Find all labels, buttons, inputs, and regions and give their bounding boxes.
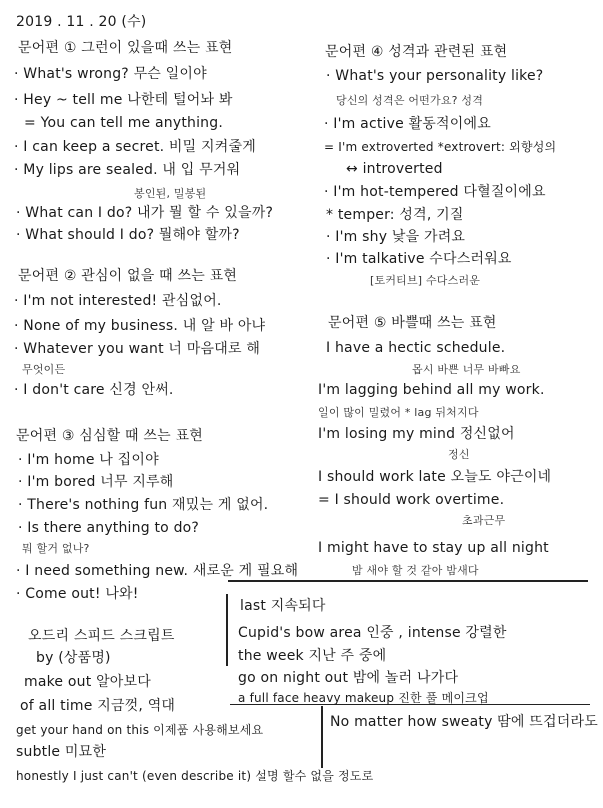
note-line: 몹시 바쁜 너무 바빠요 [412,363,521,376]
note-line: 밤 새야 할 것 같아 밤새다 [352,564,479,577]
note-line: · What can I do? 내가 뭘 할 수 있을까? [16,205,274,221]
note-line: · What's wrong? 무슨 일이야 [14,66,207,82]
note-line: = I should work overtime. [318,492,505,508]
note-line: · What should I do? 뭘해야 할까? [16,227,240,243]
note-line: · I'm hot-tempered 다혈질이에요 [324,184,546,200]
section-header: 문어편 ③ 심심할 때 쓰는 표현 [16,428,203,444]
note-line: I have a hectic schedule. [326,340,506,356]
note-line: the week 지난 주 중에 [238,648,387,664]
note-line: subtle 미묘한 [16,744,107,760]
note-line: a full face heavy makeup 진한 풀 메이크업 [238,691,489,705]
note-line: get your hand on this 이제품 사용해보세요 [16,723,264,737]
note-line: · I'm talkative 수다스러워요 [326,251,512,267]
note-line: 당신의 성격은 어떤가요? 성격 [336,94,484,107]
note-line: · I'm active 활동적이에요 [324,116,491,132]
note-line: I might have to stay up all night [318,540,549,556]
note-line: No matter how sweaty 땀에 뜨겁더라도 [330,714,598,730]
note-line: · I don't care 신경 안써. [14,382,174,398]
note-line: · Whatever you want 너 마음대로 해 [14,341,261,357]
note-line: · There's nothing fun 재밌는 게 없어. [18,497,269,513]
note-line: honestly I just can't (even describe it) 설명 할수 없을 정도로 [16,769,374,783]
note-line: · I need something new. 새로운 게 필요해 [16,563,299,579]
note-line: · Come out! 나와! [16,586,139,602]
note-line: · I'm bored 너무 지루해 [18,474,174,490]
note-line: make out 알아보다 [24,674,151,690]
note-line: · I'm shy 낯을 가려요 [326,229,466,245]
note-line: · Hey ~ tell me 나한테 털어놔 봐 [14,92,233,108]
note-line: 무엇이든 [22,363,66,376]
section-header: 문어편 ① 그런이 있을때 쓰는 표현 [18,40,233,56]
section-header: 문어편 ⑤ 바쁠때 쓰는 표현 [328,315,497,331]
note-line: I'm losing my mind 정신없어 [318,426,515,442]
section-header: 문어편 ④ 성격과 관련된 표현 [325,44,508,60]
note-line: · My lips are sealed. 내 입 무거워 [14,162,241,178]
note-line: · I can keep a secret. 비밀 지켜줄게 [14,139,256,155]
note-line: 오드리 스피드 스크립트 [28,628,175,644]
note-line: go on night out 밤에 놀러 나가다 [238,670,459,686]
note-line: ↔ introverted [346,161,443,177]
section-header: 문어편 ② 관심이 없을 때 쓰는 표현 [18,268,238,284]
note-line: · None of my business. 내 알 바 아냐 [14,318,266,334]
note-line: I should work late 오늘도 야근이네 [318,469,552,485]
note-line: * temper: 성격, 기질 [326,207,464,223]
divider-vertical-left [226,594,228,666]
note-line: = I'm extroverted *extrovert: 외향성의 [324,140,557,154]
note-line: of all time 지금껏, 역대 [20,698,176,714]
note-line: 초과근무 [462,514,506,527]
note-line: by (상품명) [36,650,111,666]
note-line: last 지속되다 [240,598,326,614]
note-line: = You can tell me anything. [24,115,223,131]
note-line: 정신 [448,448,470,461]
note-line: 일이 많이 밀렸어 * lag 뒤처지다 [318,406,479,419]
note-line: [토커티브] 수다스러운 [370,274,481,287]
note-line: I'm lagging behind all my work. [318,382,545,398]
date-line: 2019 . 11 . 20 (수) [16,14,147,30]
note-line: 뭐 할거 없나? [22,542,90,555]
note-line: 봉인된, 밀봉된 [134,187,207,200]
divider-vertical-right [321,706,323,768]
divider-horizontal [228,580,588,582]
note-line: · I'm not interested! 관심없어. [14,293,222,309]
note-line: Cupid's bow area 인중 , intense 강렬한 [238,625,507,641]
note-line: · What's your personality like? [326,68,544,84]
note-line: · I'm home 나 집이야 [18,452,159,468]
note-line: · Is there anything to do? [18,520,200,536]
